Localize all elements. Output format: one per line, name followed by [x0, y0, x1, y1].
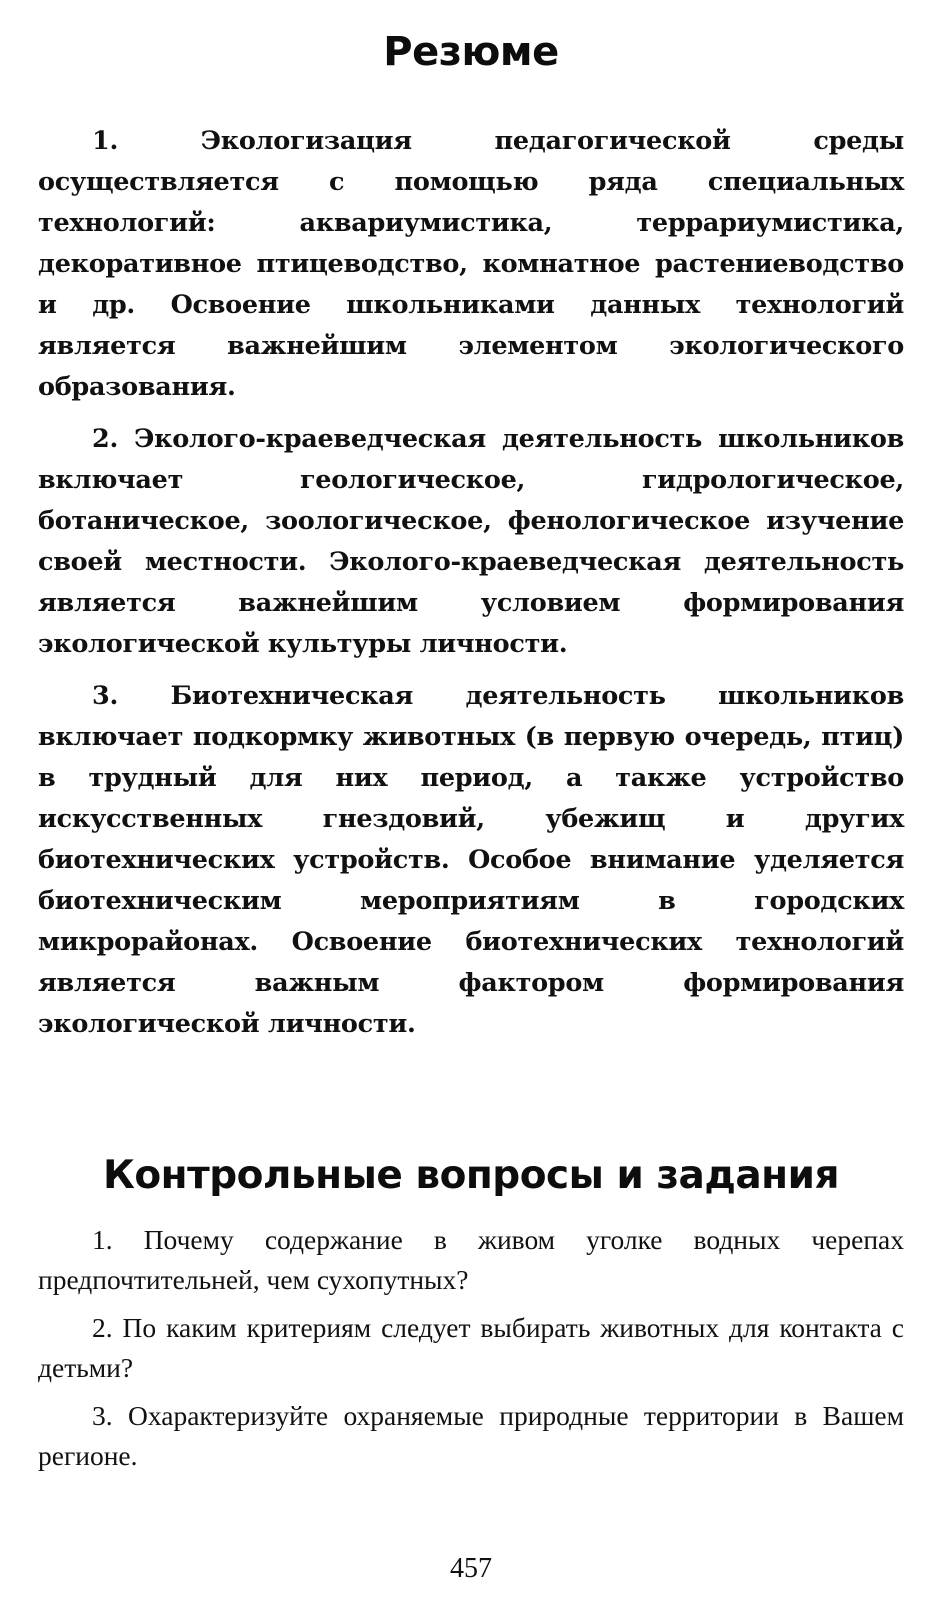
summary-paragraph-1: 1. Экологизация педагогической среды осуществляется с помощью ряда специальных технологий: аквариумистика, террариумистика, декоративное птицеводство, комнатное растениеводство и др. Освоение школьниками данных технологий является важнейшим элементом экологического образования. — [38, 126, 904, 402]
summary-paragraph-3: 3. Биотехническая деятельность школьников включает подкормку животных (в первую очередь, птиц) в трудный для них период, а также устройство искусственных гнездовий, убежищ и других биотехнических устройств. Особое внимание уделяется биотехническим мероприятиям в городских микрорайонах. Освоение биотехнических технологий является важным фактором формирования экологической личности. — [38, 681, 904, 1039]
question-item-1: 1. Почему содержание в живом уголке водных черепах предпочтительней, чем сухопутных? — [38, 1224, 904, 1295]
book-page — [38, 0, 904, 1600]
question-item-2: 2. По каким критериям следует выбирать животных для контакта с детьми? — [38, 1312, 904, 1383]
questions-section — [38, 1220, 904, 1476]
summary-section — [38, 121, 904, 1045]
questions-heading: Контрольные вопросы и задания — [102, 1153, 839, 1198]
page-number: 457 — [450, 1553, 492, 1584]
summary-heading: Резюме — [383, 29, 559, 75]
summary-paragraph-2: 2. Эколого-краеведческая деятельность школьников включает геологическое, гидрологическое, ботаническое, зоологическое, фенологическое изучение своей местности. Эколого-краеведческая деятельность является важнейшим условием формирования экологической культуры личности. — [38, 424, 904, 659]
question-item-3: 3. Охарактеризуйте охраняемые природные территории в Вашем регионе. — [38, 1400, 904, 1471]
